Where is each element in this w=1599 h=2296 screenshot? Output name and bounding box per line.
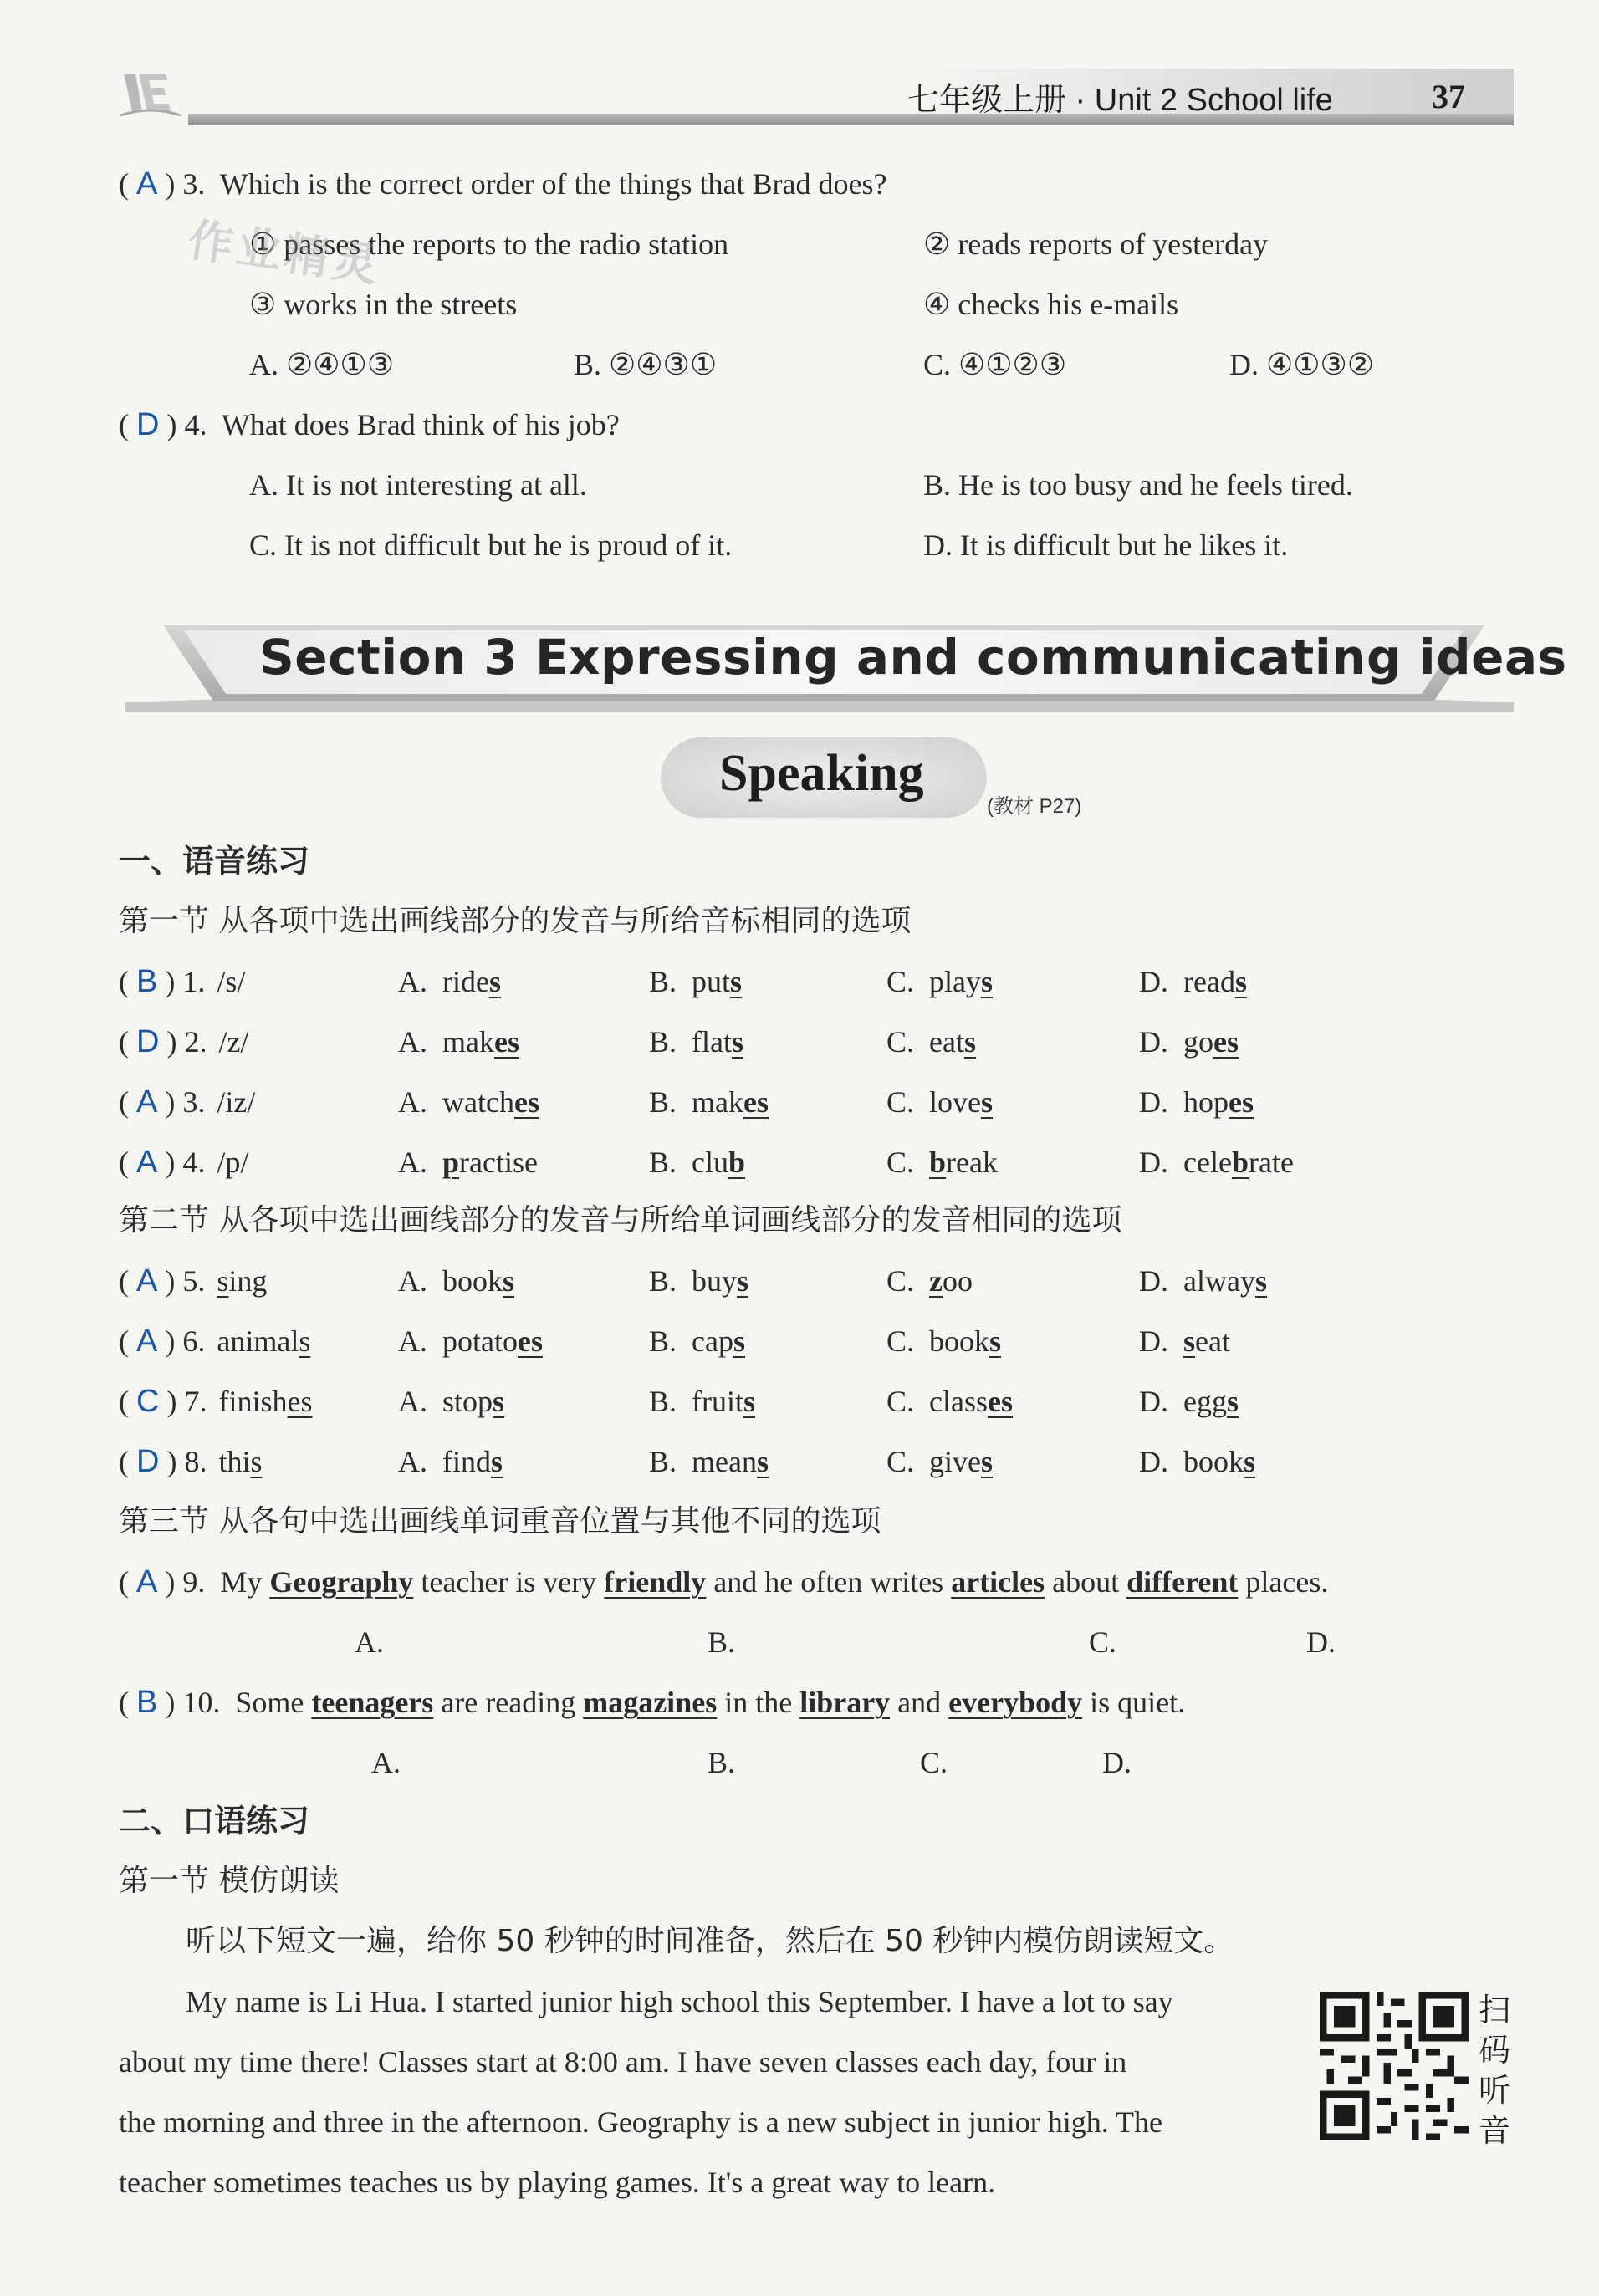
answer-mark: D (136, 1024, 160, 1059)
answer-mark: A (136, 1084, 158, 1120)
option-c: C. ④①②③ (923, 348, 1067, 381)
section-1-instruction: 第一节 从各项中选出画线部分的发音与所给音标相同的选项 (119, 904, 912, 938)
option-d: D. ④①③② (1229, 348, 1375, 381)
stem-word: this (218, 1445, 263, 1478)
qr-label: 扫码听音 (1479, 1992, 1511, 2149)
stem-word: /z/ (218, 1025, 249, 1059)
page-number: 37 (1432, 78, 1465, 115)
option-d: D. It is difficult but he likes it. (923, 528, 1289, 562)
option-d: D. seat (1139, 1324, 1230, 1358)
option-d: D. reads (1139, 965, 1247, 998)
answer-mark: A (136, 1145, 158, 1180)
part2-section-1: 第一节 模仿朗读 (119, 1864, 340, 1898)
label-c: C. (920, 1746, 948, 1779)
option-b: B. makes (649, 1085, 769, 1119)
label-d: D. (1306, 1625, 1336, 1659)
answer-mark: C (136, 1384, 160, 1419)
option-b: B. caps (649, 1324, 745, 1358)
option-c: C. It is not difficult but he is proud of it. (249, 528, 733, 562)
passage-line-2: about my time there! Classes start at 8:00 am. I have seven classes each day, four in (119, 2045, 1127, 2079)
passage-line-1: My name is Li Hua. I started junior high school this September. I have a lot to say (186, 1985, 1173, 2018)
answer-mark: A (136, 1564, 158, 1600)
item-3: ③ works in the streets (249, 288, 518, 321)
question-1: ( B ) 1. /s/ (119, 964, 246, 999)
option-b: B. means (649, 1445, 769, 1478)
option-d: D. celebrate (1139, 1145, 1294, 1179)
question-4: ( D ) 4. What does Brad think of his job? (119, 407, 620, 442)
option-d: D. hopes (1139, 1085, 1254, 1119)
question-5: ( A ) 5. sing (119, 1263, 268, 1299)
option-c: C. books (886, 1324, 1002, 1358)
option-a: A. rides (398, 965, 501, 998)
option-d: D. always (1139, 1264, 1267, 1298)
option-a: A. practise (398, 1145, 538, 1179)
question-10: ( B ) 10. Some teenagers are reading magazines in the library and everybody is quiet. (119, 1685, 1186, 1720)
option-d: D. eggs (1139, 1385, 1239, 1418)
question-4: ( A ) 4. /p/ (119, 1145, 249, 1180)
question-text: What does Brad think of his job? (221, 408, 620, 441)
option-a: A. stops (398, 1385, 505, 1418)
option-c: C. zoo (886, 1264, 973, 1298)
passage-line-4: teacher sometimes teaches us by playing games. It's a great way to learn. (119, 2166, 996, 2199)
option-b: B. fruits (649, 1385, 756, 1418)
option-a: A. It is not interesting at all. (249, 468, 587, 502)
option-d: D. books (1139, 1445, 1256, 1478)
part1-heading: 一、语音练习 (119, 843, 310, 880)
part2-heading: 二、口语练习 (119, 1803, 310, 1839)
answer-mark: A (136, 166, 158, 202)
stem-word: sing (217, 1264, 268, 1298)
label-c: C. (1089, 1625, 1117, 1659)
qr-code-icon[interactable] (1320, 1992, 1469, 2140)
publisher-logo (117, 65, 184, 124)
label-a: A. (355, 1625, 384, 1659)
item-1: ① passes the reports to the radio station (249, 227, 729, 261)
speaking-title: Speaking (719, 745, 924, 802)
label-d: D. (1102, 1746, 1132, 1779)
textbook-ref: (教材 P27) (987, 795, 1082, 818)
answer-mark: D (136, 1444, 160, 1479)
option-c: C. break (886, 1145, 998, 1179)
option-a: A. ②④①③ (249, 348, 395, 381)
option-c: C. eats (886, 1025, 976, 1059)
label-b: B. (708, 1746, 736, 1779)
answer-mark: D (136, 407, 160, 442)
header-title: 七年级上册 · Unit 2 School life (907, 83, 1333, 118)
option-a: A. potatoes (398, 1324, 543, 1358)
option-c: C. loves (886, 1085, 994, 1119)
label-b: B. (708, 1625, 736, 1659)
question-6: ( A ) 6. animals (119, 1324, 311, 1359)
reading-instruction: 听以下短文一遍，给你 50 秒钟的时间准备，然后在 50 秒钟内模仿朗读短文。 (186, 1924, 1234, 1958)
stem-word: /s/ (217, 965, 246, 998)
passage-line-3: the morning and three in the afternoon. Geography is a new subject in junior high. The (119, 2105, 1163, 2139)
option-a: A. books (398, 1264, 515, 1298)
answer-mark: B (136, 1685, 158, 1720)
option-b: B. club (649, 1145, 746, 1179)
section-title: Section 3 Expressing and communicating ideas (259, 629, 1567, 686)
stem-word: /iz/ (217, 1085, 256, 1119)
item-4: ④ checks his e-mails (923, 288, 1179, 321)
section-2-instruction: 第二节 从各项中选出画线部分的发音与所给单词画线部分的发音相同的选项 (119, 1203, 1122, 1237)
question-3: ( A ) 3. /iz/ (119, 1084, 256, 1120)
stem-word: /p/ (217, 1145, 249, 1179)
watermark: 作业精灵 (185, 213, 385, 293)
stem-word: animals (217, 1324, 311, 1358)
stem-word: finishes (218, 1385, 313, 1418)
question-3: ( A ) 3. Which is the correct order of the things that Brad does? (119, 166, 887, 202)
option-b: B. buys (649, 1264, 749, 1298)
option-a: A. watches (398, 1085, 539, 1119)
answer-mark: A (136, 1324, 158, 1359)
question-text: Which is the correct order of the things that Brad does? (219, 167, 887, 201)
question-8: ( D ) 8. this (119, 1444, 263, 1479)
option-b: B. ②④③① (574, 348, 718, 381)
item-2: ② reads reports of yesterday (923, 227, 1269, 261)
option-b: B. puts (649, 965, 743, 998)
option-c: C. gives (886, 1445, 994, 1478)
question-7: ( C ) 7. finishes (119, 1384, 313, 1419)
option-b: B. He is too busy and he feels tired. (923, 468, 1353, 502)
label-a: A. (371, 1746, 401, 1779)
answer-mark: A (136, 1263, 158, 1299)
question-9: ( A ) 9. My Geography teacher is very friendly and he often writes articles about different places. (119, 1564, 1329, 1600)
answer-mark: B (136, 964, 158, 999)
option-d: D. goes (1139, 1025, 1239, 1059)
option-b: B. flats (649, 1025, 744, 1059)
option-a: A. finds (398, 1445, 503, 1478)
option-c: C. classes (886, 1385, 1013, 1418)
option-a: A. makes (398, 1025, 519, 1059)
section-3-instruction: 第三节 从各句中选出画线单词重音位置与其他不同的选项 (119, 1504, 881, 1538)
option-c: C. plays (886, 965, 994, 998)
question-2: ( D ) 2. /z/ (119, 1024, 249, 1059)
